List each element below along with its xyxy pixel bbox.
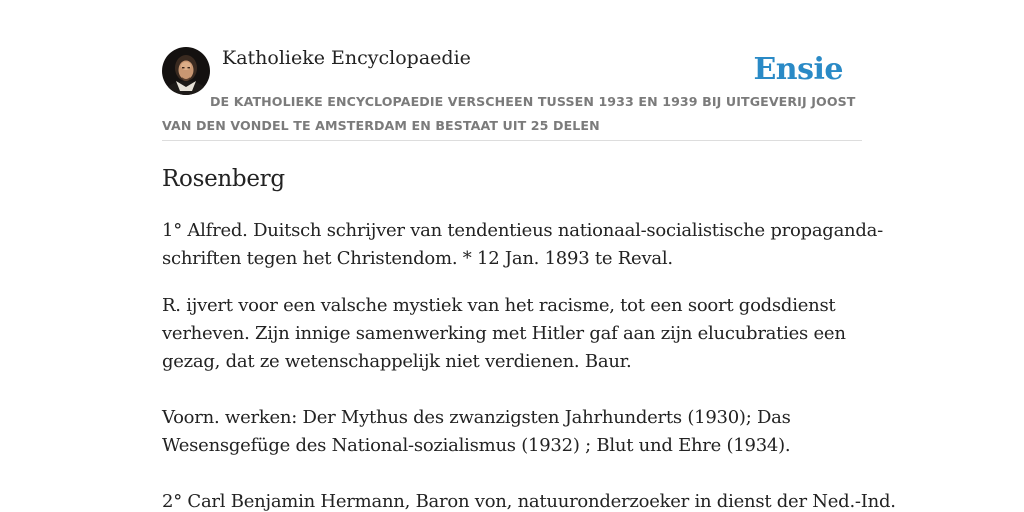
text-line: 2° Carl Benjamin Hermann, Baron von, natuuronderzoeker in dienst der Ned.-Ind. (162, 491, 896, 512)
portrait-icon (162, 47, 210, 95)
text-line: Voorn. werken: Der Mythus des zwanzigsten Jahrhunderts (1930); Das (162, 407, 791, 428)
site-header (162, 46, 862, 141)
text-line: gezag, dat ze wetenschappelijk niet verdienen. Baur. (162, 351, 632, 372)
site-description: DE KATHOLIEKE ENCYCLOPAEDIE VERSCHEEN TUSSEN 1933 EN 1939 BIJ UITGEVERIJ JOOST VAN DEN VONDEL TE AMSTERDAM EN BESTAAT UIT 25 DELEN (162, 94, 856, 133)
blank-line (162, 376, 872, 404)
article-title: Rosenberg (162, 166, 285, 192)
brand-logo[interactable]: Ensie (753, 52, 843, 87)
article-content (162, 160, 896, 512)
avatar[interactable] (162, 47, 210, 95)
text-line: R. ijvert voor een valsche mystiek van het racisme, tot een soort godsdienst (162, 295, 836, 316)
text-line: 1° Alfred. Duitsch schrijver van tendentieus nationaal-socialistische propaganda- (162, 220, 883, 241)
text-line: Wesensgefüge des National-sozialismus (1932) ; Blut und Ehre (1934). (162, 435, 791, 456)
site-title[interactable]: Katholieke Encyclopaedie (222, 47, 471, 69)
text-line: verheven. Zijn innige samenwerking met Hitler gaf aan zijn elucubraties een (162, 323, 846, 344)
paragraph-body (162, 292, 896, 512)
paragraph-intro (162, 217, 883, 273)
blank-line (162, 460, 872, 488)
text-line: schriften tegen het Christendom. * 12 Jan. 1893 te Reval. (162, 248, 673, 269)
